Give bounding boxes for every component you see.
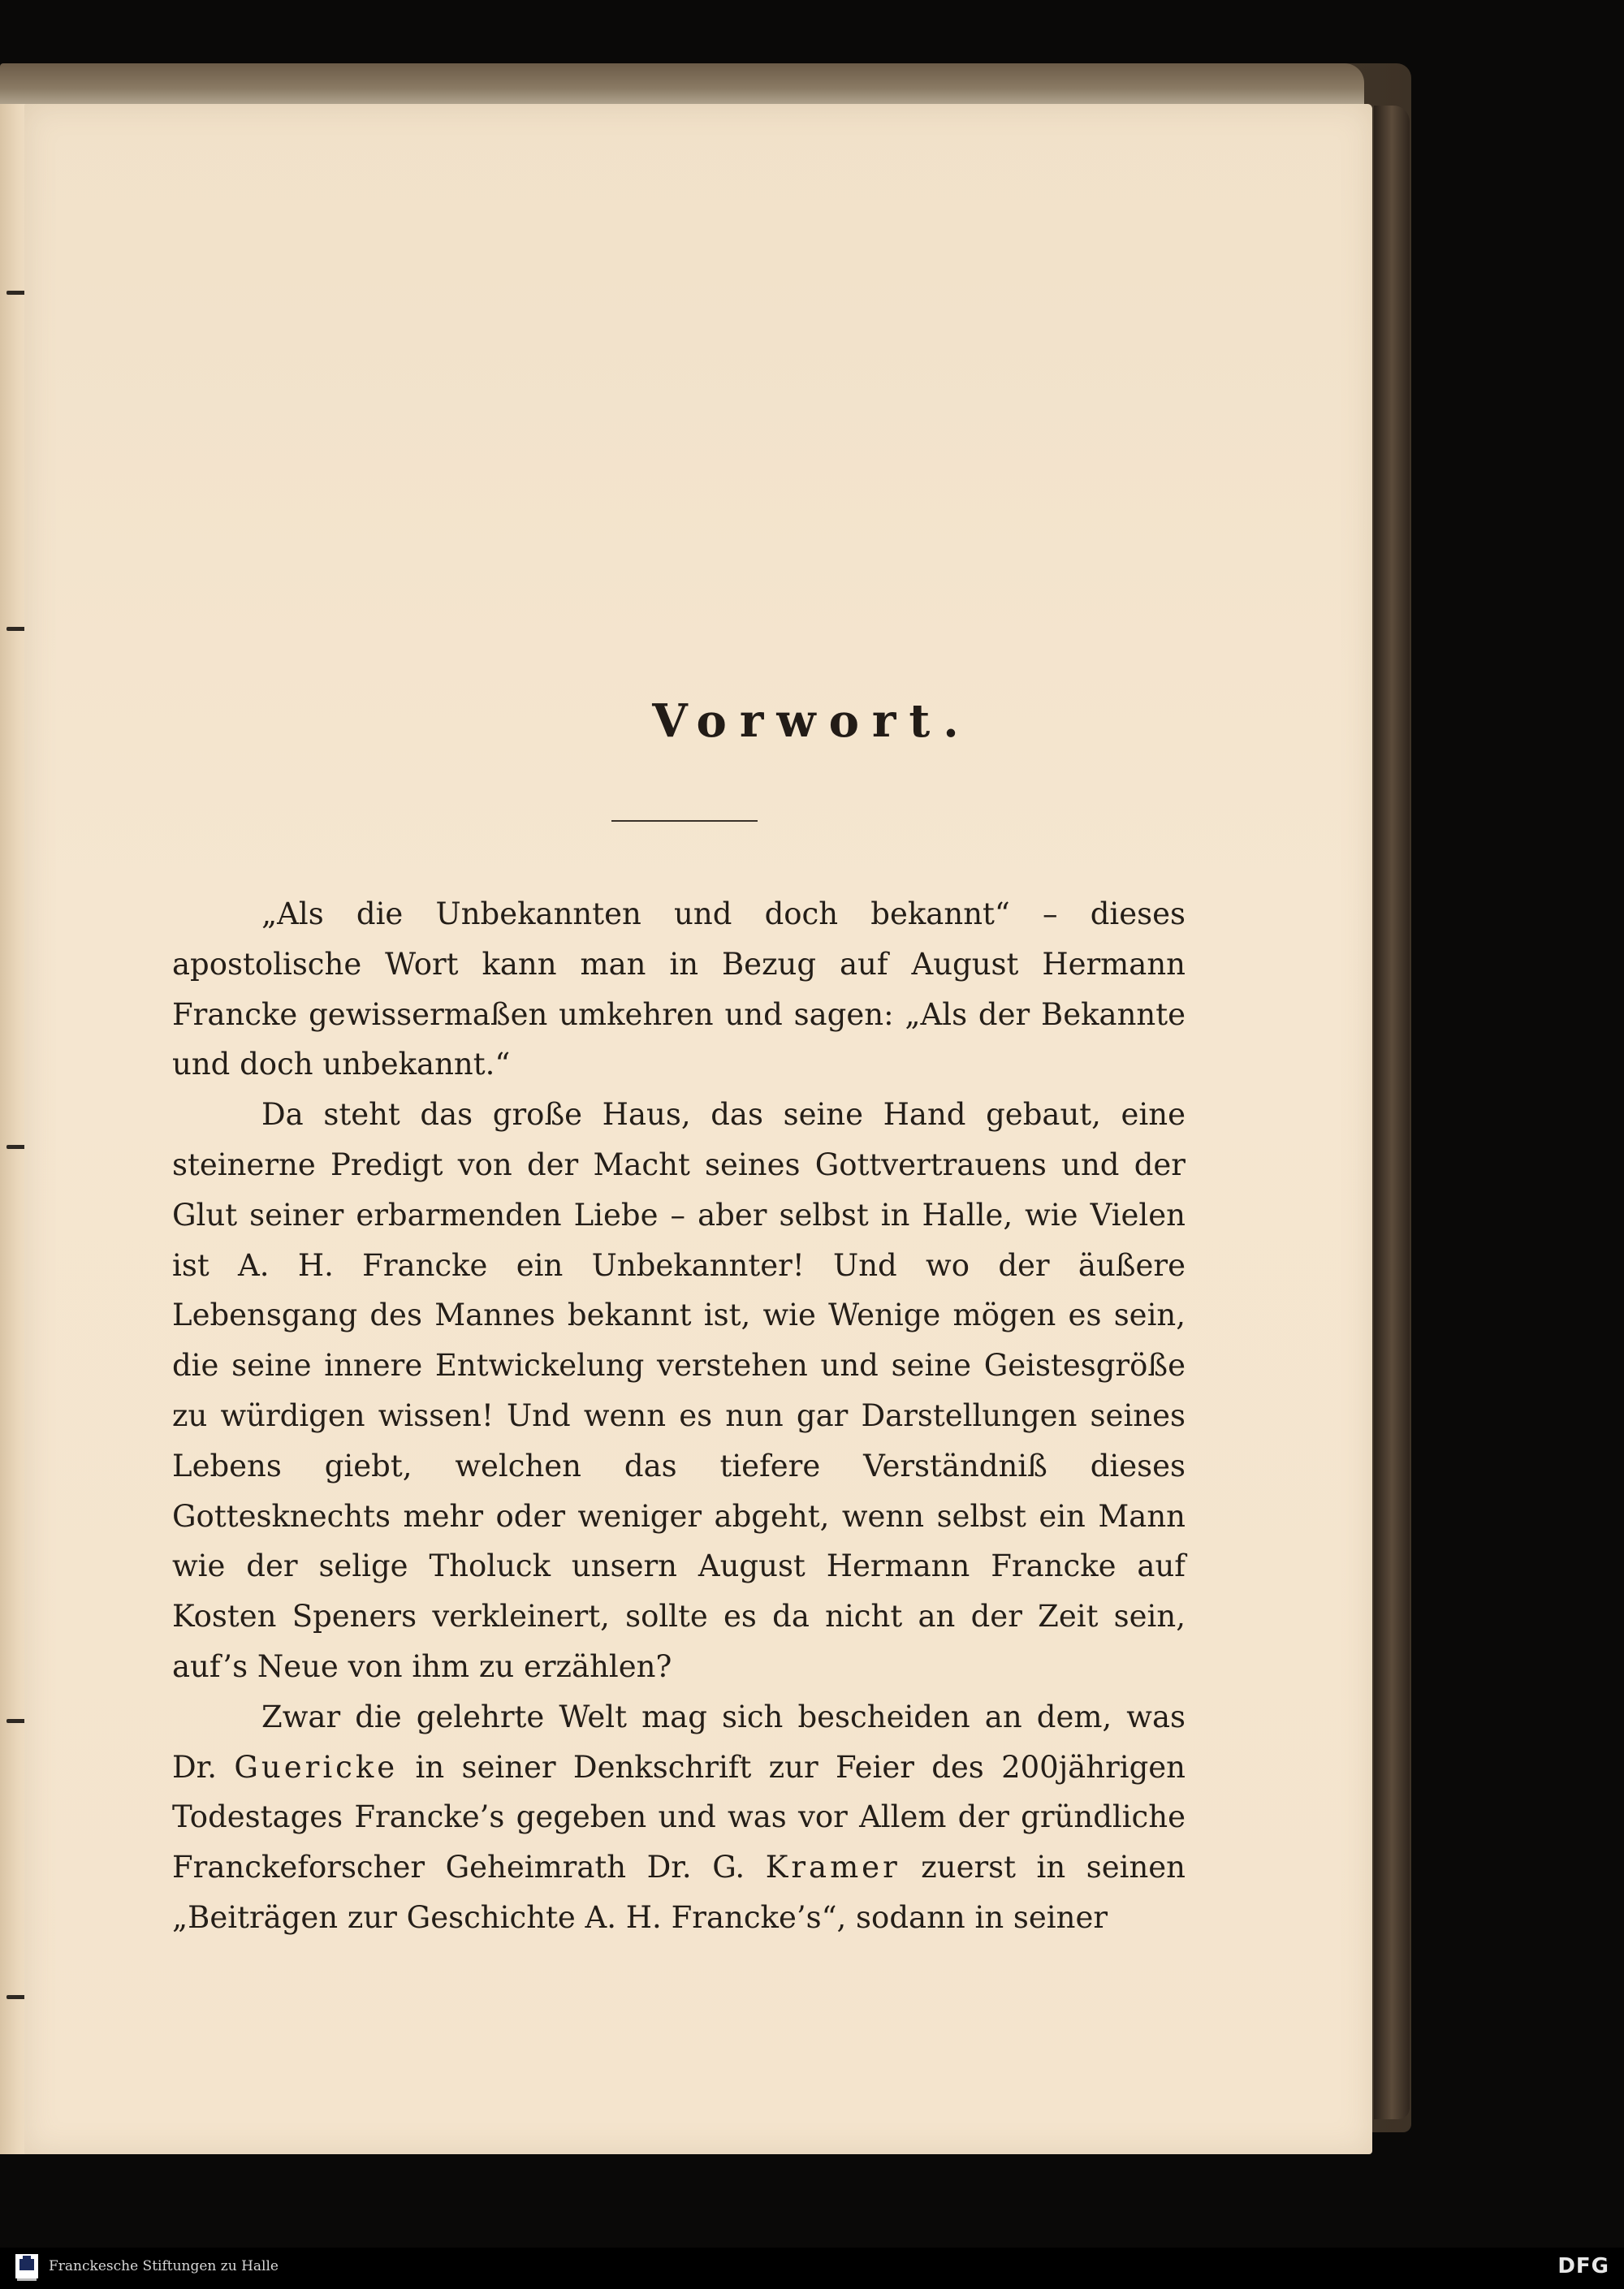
emphasized-name: Guericke — [234, 1749, 399, 1785]
paragraph-text: Zwar die gelehrte Welt mag sich bescheiden an dem, was Dr. — [172, 1699, 1186, 1785]
paragraph-text: Da steht das große Haus, das seine Hand gebaut, eine steinerne Predigt von der Macht seines Gottvertrauens und der Glut seiner erbarmenden Liebe – aber selbst in Halle, wie Vielen ist A. H. Francke ein Unbekannter! Und wo der äußere Lebensgang des Mannes bekannt ist, wie Wenige mögen es sein, die seine innere Entwickelung verstehen und seine Geistesgröße zu würdigen wissen! Und wenn es nun gar Darstellungen seines Lebens giebt, welchen das tiefere Verständniß dieses Gottesknechts mehr oder weniger abgeht, wenn selbst ein Mann wie der selige Tholuck unsern August Hermann Francke auf Kosten Speners verkleinert, sollte es da nicht an der Zeit sein, auf’s Neue von ihm zu erzählen? — [172, 1097, 1186, 1684]
paragraph-text: „Als die Unbekannten und doch bekannt“ – dieses apostolische Wort kann man in Bezug auf August Hermann Francke gewissermaßen umkehren und sagen: „Als der Bekannte und doch unbekannt.“ — [172, 896, 1186, 1082]
institution-logo-icon — [13, 2251, 41, 2283]
body-text — [172, 889, 1186, 1943]
footer-funder-logo: DFG — [1557, 2254, 1609, 2278]
page-title: Vorwort. — [652, 694, 972, 748]
book-cover-top-edge — [0, 63, 1364, 109]
footer-institution-name: Franckesche Stiftungen zu Halle — [49, 2258, 279, 2274]
body-paragraph — [172, 1692, 1186, 1943]
paragraph-text: zuerst in seinen „Beiträgen zur Geschichte A. H. Francke’s“, sodann in seiner — [172, 1850, 1186, 1935]
emphasized-name: Kramer — [765, 1850, 901, 1885]
book-cover-right-edge — [1374, 106, 1410, 2119]
body-paragraph — [172, 1090, 1186, 1692]
body-paragraph — [172, 889, 1186, 1090]
paragraph-text: in seiner Denkschrift zur Feier des 200jährigen Todestages Francke’s gegeben und was vor Allem der gründliche Franckeforscher Geheimrath Dr. G. — [172, 1749, 1186, 1885]
title-divider — [611, 820, 758, 822]
